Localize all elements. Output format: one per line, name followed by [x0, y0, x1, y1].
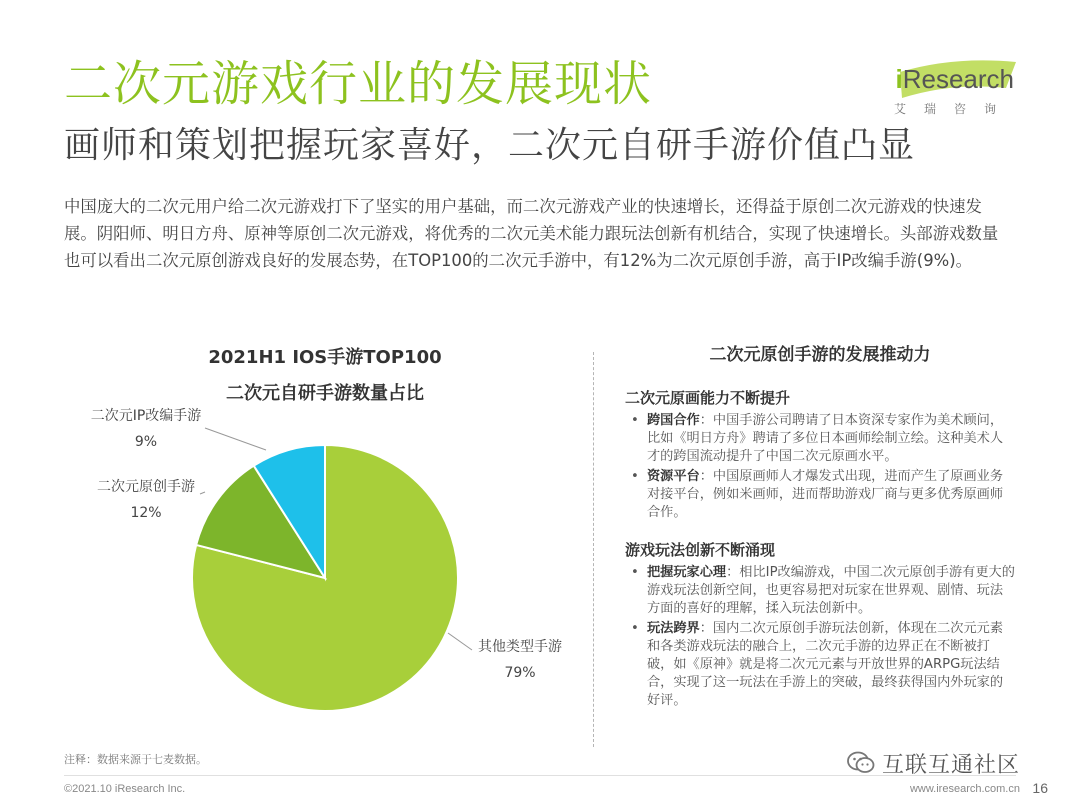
bullet-term: 玩法跨界	[647, 621, 700, 636]
copyright: ©2021.10 iResearch Inc.	[64, 783, 186, 795]
bullet-dot: •	[631, 621, 639, 636]
pie-slice-value: 12%	[130, 505, 162, 521]
bullet-dot: •	[631, 413, 639, 428]
bullet-text: ：国内二次元原创手游玩法创新，体现在二次元元素和各类游戏玩法的融合上，二次元手游的边界正在不断被打破，如《原神》就是将二次元元素与开放世界的ARPG玩法结合，实现了这一玩法在手游上的突破，最终获得国内外玩家的好评。	[647, 621, 1004, 708]
bullet-term: 把握玩家心理	[647, 565, 727, 580]
pie-leader-line	[448, 633, 472, 650]
intro-paragraph: 中国庞大的二次元用户给二次元游戏打下了坚实的用户基础，而二次元游戏产业的快速增长，还得益于原创二次元游戏的快速发展。阴阳师、明日方舟、原神等原创二次元游戏，将优秀的二次元美术能力跟玩法创新有机结合，实现了快速增长。头部游戏数量也可以看出二次元原创游戏良好的发展态势，在TOP100的二次元手游中，有12%为二次元原创手游，高于IP改编手游(9%)。	[64, 197, 999, 270]
bullet-cross-border	[625, 412, 1015, 466]
bullet-dot: •	[631, 565, 639, 580]
bullet-player-psychology	[625, 564, 1015, 618]
pie-slice-label: 二次元原创手游	[97, 479, 195, 495]
pie-leader-line	[200, 492, 205, 494]
bullet-term: 跨国合作	[647, 413, 700, 428]
pie-slice-label: 其他类型手游	[478, 639, 562, 655]
logo-text: iResearch	[895, 64, 1014, 94]
page-subtitle: 画师和策划把握玩家喜好，二次元自研手游价值凸显	[64, 125, 916, 166]
chart-title-line1: 2021H1 IOS手游TOP100	[208, 347, 442, 368]
drivers-panel-title: 二次元原创手游的发展推动力	[709, 345, 931, 365]
watermark	[846, 748, 1020, 778]
website-url: www.iresearch.com.cn	[909, 783, 1020, 795]
bullet-text: ：相比IP改编游戏，中国二次元原创手游有更大的游戏玩法创新空间，也更容易把对玩家在世界观、剧情、玩法方面的喜好的理解，揉入玩法创新中。	[647, 565, 1015, 616]
page-number: 16	[1032, 780, 1048, 796]
watermark-text: 互联互通社区	[882, 752, 1021, 778]
bullet-resource-platform	[625, 468, 1015, 522]
pie-chart	[0, 400, 600, 760]
pie-slice-label: 二次元IP改编手游	[90, 408, 202, 424]
page-title: 二次元游戏行业的发展现状	[64, 56, 653, 112]
wechat-icon	[846, 750, 876, 776]
bullet-dot: •	[631, 469, 639, 484]
logo-cn-text: 艾瑞咨询	[894, 102, 1015, 116]
footer-divider	[64, 775, 1016, 776]
pie-slice-value: 79%	[504, 665, 536, 681]
chart-title-line2: 二次元自研手游数量占比	[226, 383, 424, 404]
bullet-gameplay-crossover	[625, 620, 1015, 710]
section-heading-gameplay: 游戏玩法创新不断涌现	[625, 541, 776, 559]
bullet-text: ：中国手游公司聘请了日本资深专家作为美术顾问，比如《明日方舟》聘请了多位日本画师绘制立绘。这种美术人才的跨国流动提升了中国二次元原画水平。	[647, 413, 1004, 464]
pie-slice-value: 9%	[134, 434, 158, 450]
drivers-panel	[625, 340, 1015, 710]
section-heading-art: 二次元原画能力不断提升	[625, 389, 791, 407]
source-note: 注释：数据来源于七麦数据。	[64, 753, 207, 766]
bullet-term: 资源平台	[647, 469, 700, 484]
iresearch-logo	[894, 58, 1022, 122]
bullet-text: ：中国原画师人才爆发式出现，进而产生了原画业务对接平台，例如米画师，进而帮助游戏厂商与更多优秀原画师合作。	[647, 469, 1004, 520]
panel-divider	[593, 352, 594, 747]
pie-leader-line	[205, 428, 266, 450]
